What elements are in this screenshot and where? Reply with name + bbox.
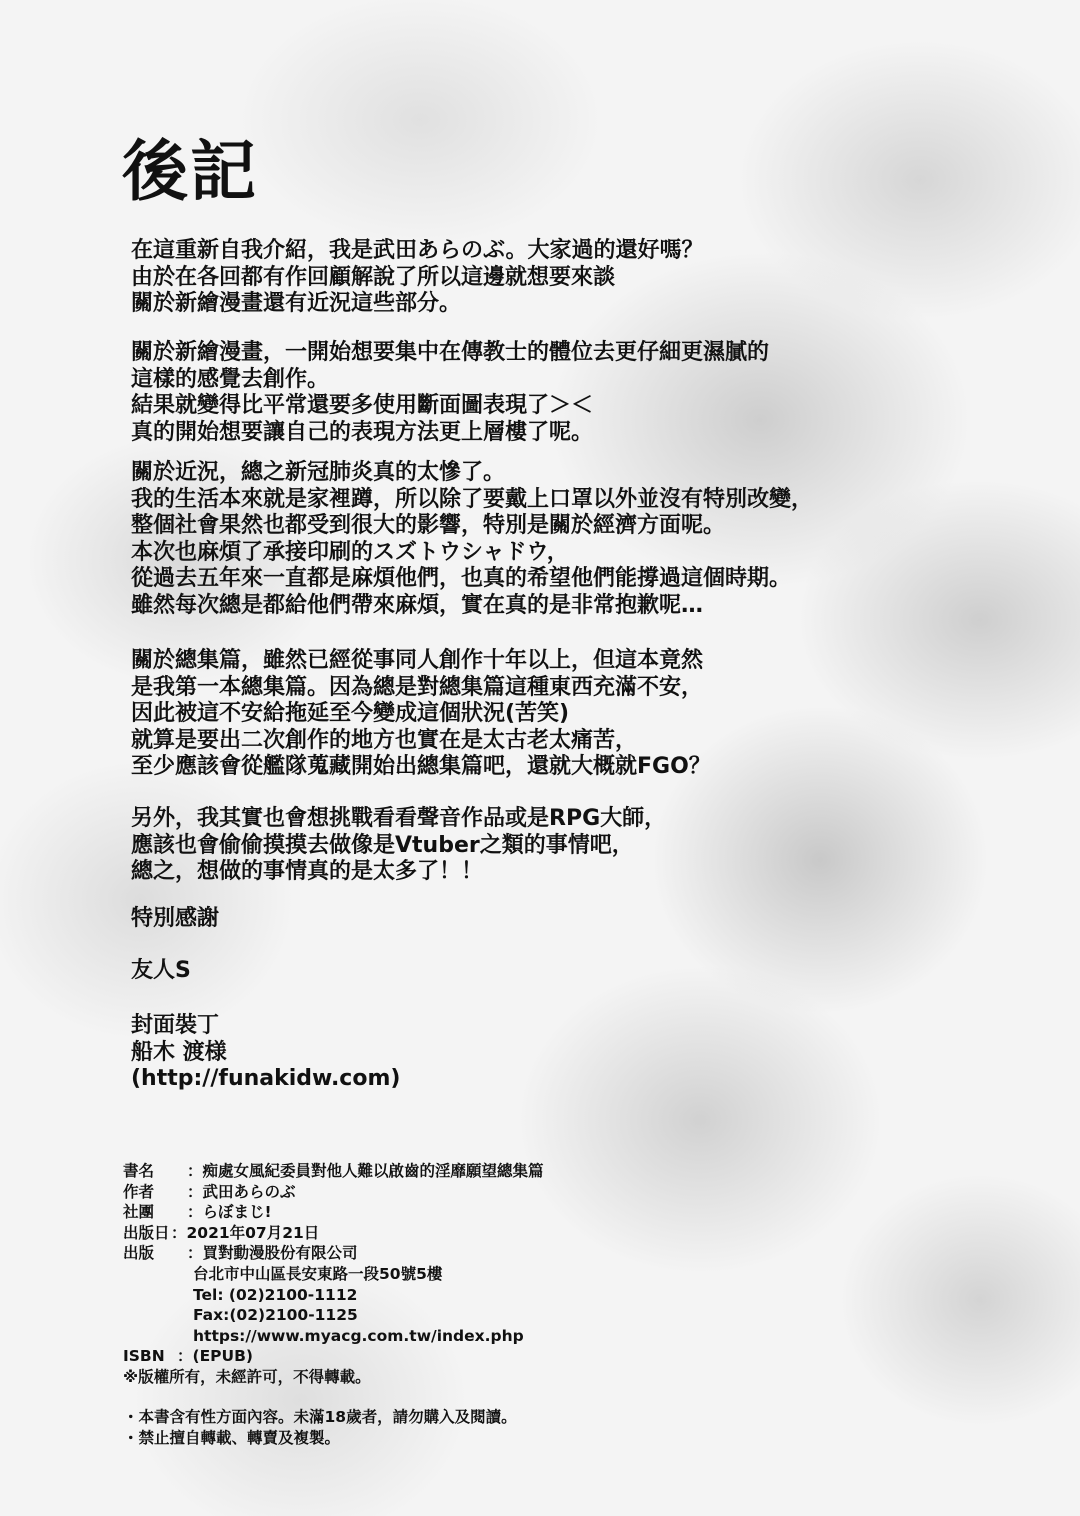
paragraph-intro (131, 238, 703, 318)
colophon-key: 作者 (123, 1182, 155, 1201)
text-line: 友人S (131, 958, 191, 983)
colophon-key: 書名 (123, 1162, 155, 1180)
text-line: 在這重新自我介紹，我是武田あらのぶ。大家過的還好嗎？ (131, 238, 704, 263)
publisher-fax: Fax:(02)2100-1125 (193, 1306, 358, 1325)
text-line: 雖然每次總是都給他們帶來麻煩，實在真的是非常抱歉呢… (131, 592, 704, 618)
colophon-key: ISBN (123, 1347, 165, 1366)
colophon-row-title (123, 1161, 544, 1182)
colophon-row-isbn (123, 1346, 544, 1367)
text-line: 另外，我其實也會想挑戰看看聲音作品或是RPG大師， (131, 806, 667, 831)
colophon-row-publisher (123, 1243, 544, 1264)
text-line: (http://funakidw.com) (131, 1066, 401, 1091)
cover-design-credit (131, 1013, 400, 1093)
paragraph-compilation (131, 648, 711, 781)
text-line: 因此被這不安給拖延至今變成這個狀況(苦笑) (131, 701, 570, 726)
text-line: 是我第一本總集篇。因為總是對總集篇這種東西充滿不安， (131, 674, 704, 700)
colophon-value: ：武田あらのぶ (187, 1182, 296, 1201)
colophon-value: ：(EPUB) (177, 1347, 254, 1366)
text-line: 船木 渡様 (131, 1039, 227, 1065)
text-line: 本次也麻煩了承接印刷的スズトウシャドウ， (131, 539, 569, 565)
colophon (123, 1161, 544, 1388)
text-line: 關於總集篇，雖然已經從事同人創作十年以上，但這本竟然 (131, 648, 704, 673)
colophon-row-date (123, 1223, 544, 1244)
publisher-url: https://www.myacg.com.tw/index.php (193, 1326, 524, 1345)
publisher-tel: Tel: (02)2100-1112 (193, 1285, 358, 1304)
text-line: 特別感謝 (131, 906, 220, 931)
text-line: 至少應該會從艦隊蒐藏開始出總集篇吧，還就大概就FGO？ (131, 754, 711, 779)
text-line: 真的開始想要讓自己的表現方法更上層樓了呢。 (131, 419, 594, 445)
text-line: 由於在各回都有作回顧解說了所以這邊就想要來談 (131, 264, 616, 290)
paragraph-new-manga (131, 340, 769, 446)
text-line: 這樣的感覺去創作。 (131, 366, 330, 392)
colophon-value: ：買對動漫股份有限公司 (187, 1244, 358, 1263)
special-thanks-heading (131, 906, 219, 933)
notice-line: ・禁止擅自轉載、轉賣及複製。 (123, 1429, 341, 1447)
copyright-notice: ※版權所有，未經許可，不得轉載。 (123, 1367, 371, 1386)
colophon-row-circle (123, 1202, 544, 1223)
text-line: 我的生活本來就是家裡蹲，所以除了要戴上口罩以外並沒有特別改變， (131, 486, 814, 512)
text-line: 應該也會偷偷摸摸去做像是Vtuber之類的事情吧， (131, 832, 634, 858)
colophon-value: ：痴處女風紀委員對他人難以啟齒的淫靡願望總集篇 (187, 1162, 544, 1180)
colophon-key: 出版日 (123, 1223, 170, 1242)
text-line: 整個社會果然也都受到很大的影響，特別是關於經濟方面呢。 (131, 513, 726, 538)
colophon-key: 出版 (123, 1244, 155, 1263)
text-line: 就算是要出二次創作的地方也實在是太古老太痛苦， (131, 727, 638, 753)
notice-line: ・本書含有性方面內容。未滿18歲者，請勿購入及閱讀。 (123, 1408, 517, 1426)
text-line: 封面裝丁 (131, 1013, 220, 1038)
text-line: 關於新繪漫畫還有近況這些部分。 (131, 291, 462, 316)
colophon-row-author (123, 1182, 544, 1203)
paragraph-future (131, 806, 666, 886)
text-line: 結果就變得比平常還要多使用斷面圖表現了＞＜ (131, 393, 594, 418)
colophon-value: ：らぼまじ! (187, 1203, 272, 1222)
text-line: 關於近況，總之新冠肺炎真的太慘了。 (131, 460, 506, 485)
content-notices (123, 1407, 517, 1449)
text-line: 從過去五年來一直都是麻煩他們，也真的希望他們能撐過這個時期。 (131, 566, 792, 591)
thanks-friend (131, 958, 191, 985)
colophon-value: ：2021年07月21日 (171, 1223, 320, 1242)
publisher-address: 台北市中山區長安東路一段50號5樓 (193, 1264, 443, 1283)
paragraph-recent (131, 460, 813, 619)
page-title: 後記 (122, 133, 258, 210)
text-line: 總之，想做的事情真的是太多了！！ (131, 859, 484, 884)
colophon-key: 社團 (123, 1203, 155, 1222)
text-line: 關於新繪漫畫，一開始想要集中在傳教士的體位去更仔細更濕膩的 (131, 340, 770, 365)
